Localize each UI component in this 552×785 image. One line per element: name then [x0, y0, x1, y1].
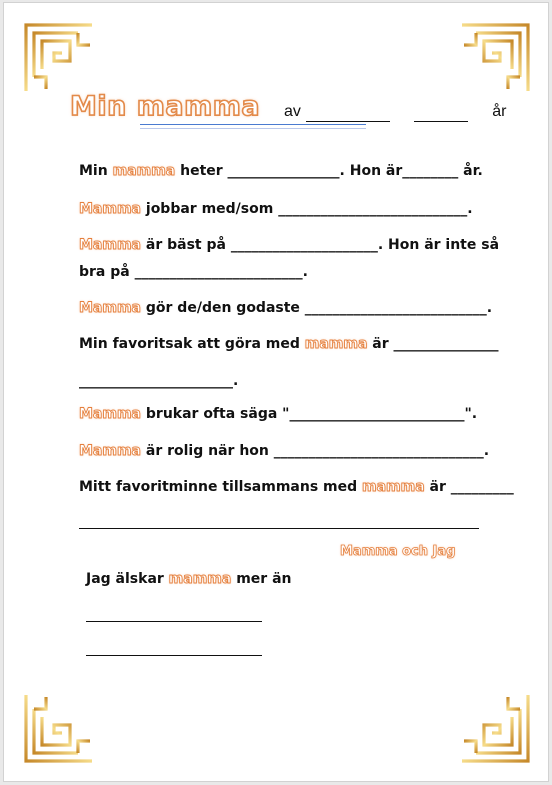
byline-av: av [284, 103, 301, 120]
prompt-job: Mamma jobbar med/som ___________________________. [79, 201, 473, 217]
prompt-name-age: Min mamma heter ________________. Hon är________ år. [79, 163, 483, 179]
byline-years: år [492, 103, 507, 120]
prompt-favorite-activity: Min favoritsak att göra med mamma är _______________ [79, 336, 499, 352]
prompt-best-at: Mamma är bäst på _____________________. Hon är inte så [79, 237, 500, 253]
prompt-funny-when: Mamma är rolig när hon ______________________________. [79, 443, 490, 459]
love-blank-2 [86, 655, 262, 656]
prompt-favorite-activity-cont: ______________________. [79, 373, 239, 389]
title-underline [140, 124, 366, 129]
prompt-love-more-than: Jag älskar mamma mer än [86, 571, 292, 587]
author-blank [306, 121, 390, 122]
author-age-line [284, 103, 507, 121]
drawing-caption: Mamma och Jag [340, 544, 456, 559]
worksheet-page [3, 2, 549, 782]
page-title: Min mamma [70, 91, 261, 122]
prompt-often-says: Mamma brukar ofta säga "_________________________". [79, 406, 478, 422]
favorite-memory-blank [79, 528, 479, 529]
age-blank [414, 121, 468, 122]
prompt-best-food: Mamma gör de/den godaste __________________________. [79, 300, 493, 316]
prompt-not-good-at: bra på ________________________. [79, 264, 308, 280]
prompt-favorite-memory: Mitt favoritminne tillsammans med mamma är _________ [79, 479, 514, 495]
love-blank-1 [86, 621, 262, 622]
